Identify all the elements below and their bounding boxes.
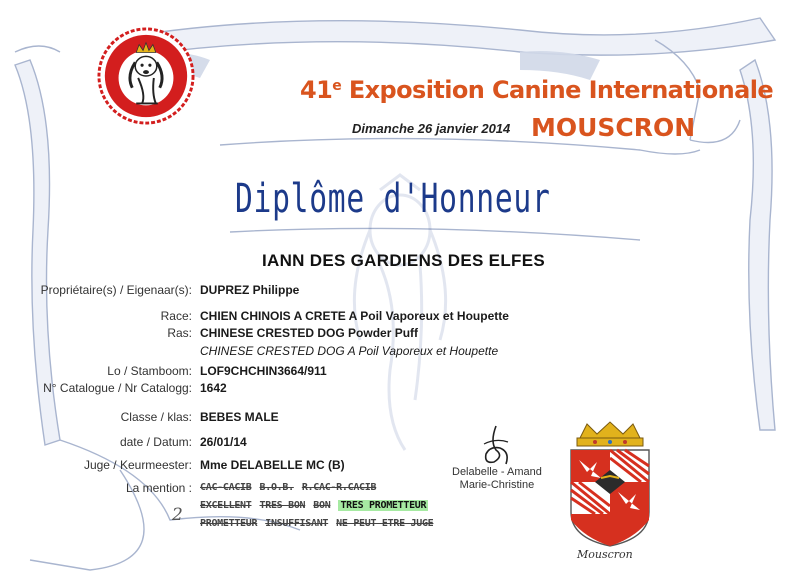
- mention-option: BON: [313, 500, 331, 511]
- dog-name: IANN DES GARDIENS DES ELFES: [262, 251, 545, 270]
- studbook-value: LOF9CHCHIN3664/911: [200, 364, 327, 378]
- signature-icon: [476, 424, 516, 468]
- judge-signature-name: [452, 466, 542, 492]
- breed-alt-value: CHINESE CRESTED DOG A Poil Vaporeux et Houpette: [200, 344, 499, 358]
- crest-city-label: Mouscron: [577, 548, 633, 561]
- catalogue-label: N° Catalogue / Nr Catalogg:: [43, 381, 192, 395]
- mention-option: R.CAC-R.CACIB: [301, 482, 377, 493]
- mention-option: INSUFFISANT: [265, 518, 329, 529]
- breed-fr-label: Race:: [160, 309, 192, 323]
- event-city: MOUSCRON: [531, 113, 696, 142]
- class-label: Classe / klas:: [120, 410, 192, 424]
- judge-label: Juge / Keurmeester:: [83, 458, 192, 472]
- breed-nl-value: CHINESE CRESTED DOG Powder Puff: [200, 326, 419, 340]
- mention-option: EXCELLENT: [200, 500, 252, 511]
- owner-value: DUPREZ Philippe: [200, 283, 300, 297]
- mention-row-3: [200, 518, 441, 529]
- judge-value: Mme DELABELLE MC (B): [200, 458, 345, 472]
- mention-row-1: [200, 482, 384, 493]
- city-crest-icon: [565, 420, 655, 560]
- mention-option: NE PEUT ETRE JUGE: [336, 518, 434, 529]
- studbook-label: Lo / Stamboom:: [107, 364, 192, 378]
- breed-fr-value: CHIEN CHINOIS A CRETE A Poil Vaporeux et Houpette: [200, 309, 509, 323]
- mention-option: B.O.B.: [259, 482, 294, 493]
- breed-nl-label: Ras:: [167, 326, 192, 340]
- mention-option: CAC-CACIB: [200, 482, 252, 493]
- mention-selected: TRES PROMETTEUR: [340, 500, 427, 511]
- class-value: BEBES MALE: [200, 410, 279, 424]
- event-title: 41e Exposition Canine Internationale: [300, 76, 774, 104]
- club-logo-icon: [97, 27, 195, 125]
- mention-label: La mention :: [125, 481, 192, 495]
- mention-option: TRES BON: [259, 500, 306, 511]
- grade-mark: 2: [172, 505, 183, 525]
- mention-option: PROMETTEUR: [200, 518, 258, 529]
- mention-row-2: [200, 500, 436, 511]
- catalogue-value: 1642: [200, 381, 227, 395]
- diploma-title: Diplôme d'Honneur: [235, 176, 551, 222]
- owner-label: Propriétaire(s) / Eigenaar(s):: [40, 283, 192, 297]
- event-date: Dimanche 26 janvier 2014: [352, 121, 511, 136]
- date-label: date / Datum:: [119, 435, 192, 449]
- date-value: 26/01/14: [200, 435, 247, 449]
- judge-signature-line1: Delabelle - Amand: [452, 466, 542, 478]
- judge-signature-line2: Marie-Christine: [459, 479, 535, 491]
